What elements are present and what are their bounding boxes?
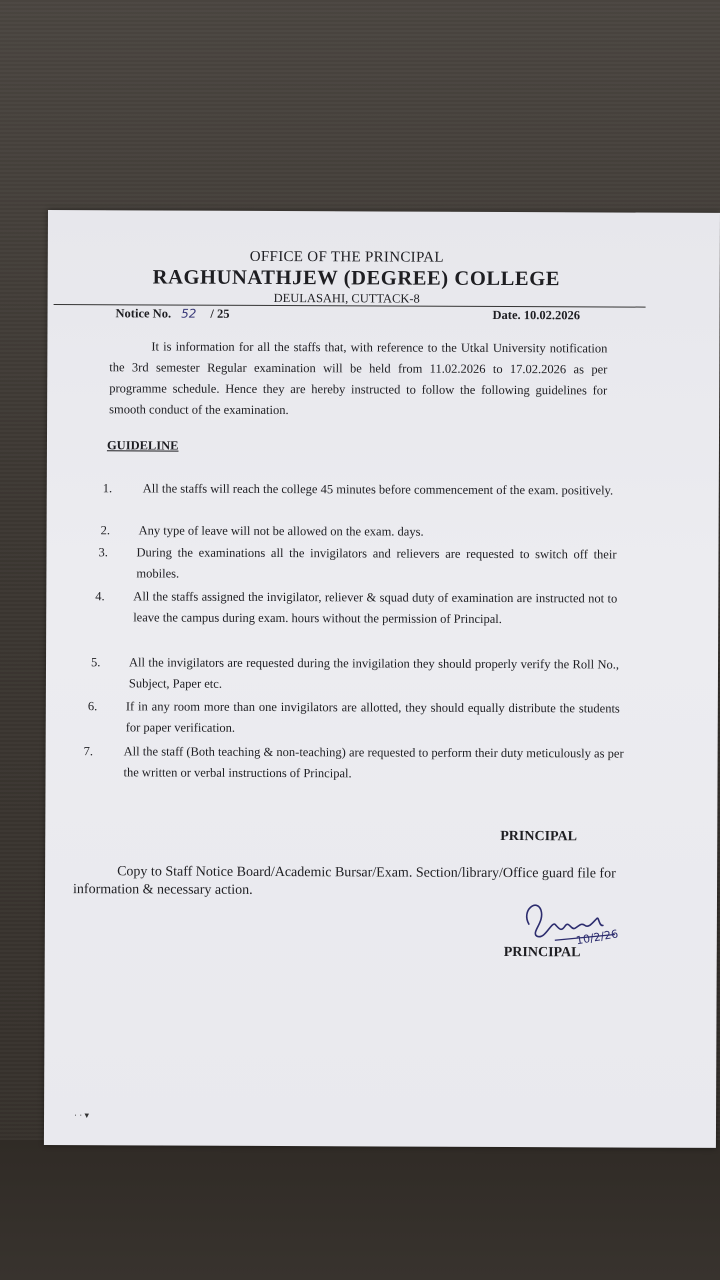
notice-suffix: / 25: [210, 306, 230, 321]
guideline-item: [95, 586, 618, 626]
guideline-number: 4.: [95, 589, 105, 604]
guideline-item: [83, 741, 624, 781]
notice-handwritten-number: 52: [181, 306, 197, 321]
guideline-text: All the staff (Both teaching & non-teaching) are requested to perform their duty meticulously as per the written or verbal instructions of Principal.: [123, 744, 624, 781]
guideline-text: Any type of leave will not be allowed on the exam. days.: [138, 523, 424, 539]
principal-signature: [515, 892, 655, 953]
notice-number: [116, 306, 230, 321]
guideline-text: All the invigilators are requested during the invigilation they should properly verify the Roll No., Subject, Paper etc.: [128, 655, 620, 691]
principal-designation-signed: PRINCIPAL: [503, 944, 581, 961]
guideline-text: All the staffs assigned the invigilator, reliever & squad duty of examination are instructed not to leave the campus during exam. hours without the permission of Principal.: [133, 589, 618, 626]
guideline-item: [90, 652, 620, 691]
principal-designation: PRINCIPAL: [500, 828, 578, 845]
guideline-heading: GUIDELINE: [106, 438, 179, 453]
guideline-item: [87, 696, 620, 735]
college-address: DEULASAHI, CUTTACK-8: [273, 290, 420, 306]
guideline-item: [102, 478, 623, 498]
notice-label: Notice No.: [115, 306, 172, 321]
guideline-number: 2.: [100, 523, 111, 538]
guideline-number: 6.: [87, 699, 98, 714]
guideline-number: 1.: [102, 481, 113, 496]
guideline-text: All the staffs will reach the college 45 minutes before commencement of the exam. positively.: [142, 481, 614, 498]
intro-paragraph: It is information for all the staffs that, with reference to the Utkal University notification the 3rd semester Regular examination will be held from 11.02.2026 to 17.02.2026 as per programme schedule. Hence they are hereby instructed to follow the following guidelines for smooth conduct of the examination.: [109, 339, 608, 418]
signature-date: 10/2/26: [575, 927, 620, 948]
guideline-text: During the examinations all the invigilators and relievers are requested to switch off their mobiles.: [136, 545, 617, 581]
office-title: OFFICE OF THE PRINCIPAL: [249, 248, 444, 266]
guideline-number: 3.: [98, 545, 108, 560]
guideline-number: 5.: [90, 655, 101, 670]
guideline-number: 7.: [83, 744, 94, 759]
college-name: RAGHUNATHJEW (DEGREE) COLLEGE: [152, 266, 561, 291]
notice-date: Date. 10.02.2026: [492, 307, 581, 323]
copy-to-note: Copy to Staff Notice Board/Academic Bursar/Exam. Section/library/Office guard file for information & necessary action.: [73, 864, 616, 898]
guideline-item: [100, 520, 621, 539]
table-surface: [0, 1140, 720, 1280]
guideline-text: If in any room more than one invigilators are allotted, they should equally distribute the students for paper verification.: [125, 699, 620, 735]
paper-speck: · · ▾: [74, 1110, 90, 1121]
notice-document: [44, 210, 720, 1148]
